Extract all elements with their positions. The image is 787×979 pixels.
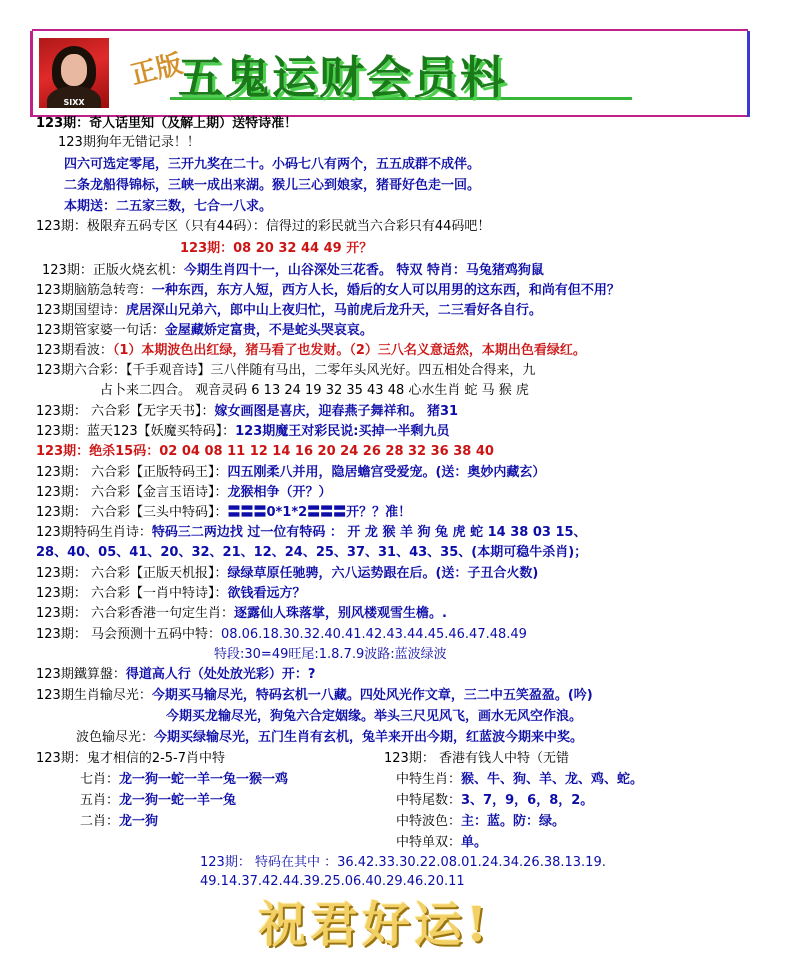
right-r4-text: 单。 <box>461 835 488 850</box>
line-l24 <box>36 585 305 602</box>
line-l26 <box>36 626 527 643</box>
line-l11 <box>36 322 373 339</box>
right-r1-text: 猴、牛、狗、羊、龙、鸡、蛇。 <box>461 772 644 787</box>
page-title: 五鬼运财会员料 <box>178 51 508 104</box>
zheng-badge: 正版 <box>127 49 186 91</box>
l29-text: 今期买马输尽光，特码玄机一八藏。四处风光作文章，三二中五笑盈盈。(吟) <box>151 688 593 703</box>
line-l28 <box>36 666 315 683</box>
l25-text: 逐露仙人珠落掌，别风楼观雪生檐。. <box>233 606 447 621</box>
l12-text: （1）本期波色出红绿，猪马看了也发财。（2）三八名义意适然，本期出色看绿红。 <box>112 343 586 358</box>
l8-text: 今期生肖四十一，山谷深处三花香。 特双 特肖：马兔猪鸡狗鼠 <box>183 263 544 278</box>
header-right-border <box>747 31 750 117</box>
l8-label: 123期：正版火烧玄机： <box>42 263 184 278</box>
l18-label: 123期： 六合彩【正版特码王】： <box>36 465 228 480</box>
line-l8 <box>42 262 544 279</box>
l19-text: 龙猴相争（开？） <box>227 485 332 500</box>
line-l6: 123期：极限弃五码专区（只有44码）：信得过的彩民就当六合彩只有44码吧！ <box>36 219 491 234</box>
line-l25 <box>36 605 447 622</box>
l9-text: 一种东西，东方人短，西方人长，婚后的女人可以用男的这东西，和尚有但不用？ <box>151 283 620 298</box>
l20-text: 〓〓〓0*1*2〓〓〓开？？准！ <box>227 505 412 520</box>
l28-label: 123期鐵算盤： <box>36 667 126 682</box>
line-l18 <box>36 464 545 481</box>
line-l20 <box>36 504 411 521</box>
line-l1: 123期：奇人话里知（及解上期）送特诗准！ <box>36 116 298 131</box>
left-box-title: 123期：鬼才相信的2-5-7肖中特 <box>36 751 226 766</box>
special-codes-line1: 123期： 特码在其中 ：36.42.33.30.22.08.01.24.34.26.38.13.19. <box>200 855 606 870</box>
line-l15 <box>36 403 458 420</box>
right-r3-label: 中特波色： <box>396 814 462 829</box>
l16-label: 123期：蓝天123【妖魔买特码】： <box>36 424 236 439</box>
l20-label: 123期： 六合彩【三头中特码】： <box>36 505 228 520</box>
line-l29 <box>36 687 593 704</box>
l18-text: 四五刚柔八并用，隐居蟾宫受爱宠。(送：奥妙内藏玄） <box>227 465 546 480</box>
line-l14: 占卜来二四合。 观音灵码 6 13 24 19 32 35 43 48 心水生肖 蛇 马 猴 虎 <box>100 383 529 398</box>
photo-face <box>61 54 87 86</box>
left-r3-text: 龙一狗 <box>119 814 159 829</box>
line-l7: 123期：08 20 32 44 49 开？ <box>180 241 373 256</box>
l15-text: 嫁女画图是喜庆，迎春燕子舞祥和。 猪31 <box>214 404 459 419</box>
line-l21 <box>36 524 587 541</box>
left-r1-label: 七肖： <box>80 772 120 787</box>
special-codes-line2: 49.14.37.42.44.39.25.06.40.29.46.20.11 <box>200 874 465 889</box>
l19-label: 123期： 六合彩【金言玉语诗】： <box>36 485 228 500</box>
l11-text: 金屋藏娇定富贵，不是蛇头哭哀哀。 <box>164 323 373 338</box>
header-photo <box>39 38 109 108</box>
right-r4-label: 中特单双： <box>396 835 462 850</box>
good-luck-footer: 祝君好运! <box>258 897 492 953</box>
line-l2: 123期狗年无错记录！！ <box>58 135 200 150</box>
right-row-color <box>396 813 565 830</box>
l26-label: 123期： 马会预测十五码中特： <box>36 627 221 642</box>
l10-label: 123期国望诗： <box>36 303 126 318</box>
line-l16 <box>36 423 449 440</box>
line-l9 <box>36 282 620 299</box>
line-l23 <box>36 565 538 582</box>
line-l12 <box>36 342 586 359</box>
left-row-2 <box>80 813 158 830</box>
header-left-border <box>30 31 33 117</box>
l11-label: 123期管家婆一句话： <box>36 323 165 338</box>
line-l5: 本期送：二五家三数，七合一八求。 <box>64 199 273 214</box>
right-r2-text: 3、7，9，6，8，2。 <box>461 793 594 808</box>
l31-text: 今期买绿输尽光，五门生肖有玄机，兔羊来开出今期，红蓝波今期来中奖。 <box>154 730 584 745</box>
l28-text: 得道高人行（处处放光彩）开：? <box>125 667 316 682</box>
l21-text: 特码三二两边找 过一位有特码 ： 开 龙 猴 羊 狗 兔 虎 蛇 14 38 03 15、 <box>151 525 587 540</box>
l10-text: 虎居深山兄弟六，郎中山上夜归忙，马前虎后龙升天，二三看好各自行。 <box>125 303 542 318</box>
l15-label: 123期： 六合彩【无字天书】： <box>36 404 215 419</box>
line-l19 <box>36 484 331 501</box>
right-row-oddeven <box>396 834 487 851</box>
line-l10 <box>36 302 542 319</box>
right-r2-label: 中特尾数： <box>396 793 462 808</box>
line-l13: 123期六合彩：【千手观音诗】三八伴随有马出，二零年头风光好。四五相处合得来，九 <box>36 363 536 378</box>
l12-label: 123期看波： <box>36 343 113 358</box>
line-l4: 二条龙船得锦标，三峡一成出来湖。猴儿三心到娘家，猪哥好色走一回。 <box>64 178 481 193</box>
l25-label: 123期： 六合彩香港一句定生肖： <box>36 606 234 621</box>
l29-label: 123期生肖输尽光： <box>36 688 152 703</box>
photo-caption: SIXX <box>63 98 85 107</box>
l24-text: 欲钱看远方？ <box>227 586 306 601</box>
l23-label: 123期： 六合彩【正版天机报】： <box>36 566 228 581</box>
line-l3: 四六可选定零尾，三开九奖在二十。小码七八有两个，五五成群不成伴。 <box>64 157 481 172</box>
l21-label: 123期特码生肖诗： <box>36 525 152 540</box>
line-l22: 28、40、05、41、20、32、21、12、24、25、37、31、43、35、(本期可稳牛杀肖)； <box>36 545 588 560</box>
right-row-zodiac <box>396 771 643 788</box>
right-row-tail <box>396 792 593 809</box>
l16-text: 123期魔王对彩民说:买掉一半剩九员 <box>235 424 450 439</box>
left-r2-label: 五肖： <box>80 793 120 808</box>
left-row-7 <box>80 771 288 788</box>
line-l30: 今期买龙输尽光，狗兔六合定姻缘。举头三尺见风飞，画水无风空作浪。 <box>166 709 583 724</box>
l23-text: 绿绿草原任驰骋，六八运势跟在后。(送：子丑合火数) <box>227 566 539 581</box>
header-banner <box>32 29 748 117</box>
left-r2-text: 龙一狗一蛇一羊一兔 <box>119 793 237 808</box>
left-r3-label: 二肖： <box>80 814 120 829</box>
l31-label: 波色输尽光： <box>76 730 155 745</box>
left-r1-text: 龙一狗一蛇一羊一兔一猴一鸡 <box>119 772 289 787</box>
line-l17: 123期：绝杀15码：02 04 08 11 12 14 16 20 24 26 28 32 36 38 40 <box>36 444 494 459</box>
right-box-title: 123期： 香港有钱人中特（无错 <box>384 751 569 766</box>
line-l31 <box>76 729 583 746</box>
left-row-5 <box>80 792 236 809</box>
right-r1-label: 中特生肖： <box>396 772 462 787</box>
line-l27: 特段:30=49旺尾:1.8.7.9波路:蓝波绿波 <box>214 647 447 662</box>
l24-label: 123期： 六合彩【一肖中特诗】： <box>36 586 228 601</box>
l9-label: 123期脑筋急转弯： <box>36 283 152 298</box>
l26-text: 08.06.18.30.32.40.41.42.43.44.45.46.47.48.49 <box>220 627 527 642</box>
right-r3-text: 主：蓝。防：绿。 <box>461 814 566 829</box>
